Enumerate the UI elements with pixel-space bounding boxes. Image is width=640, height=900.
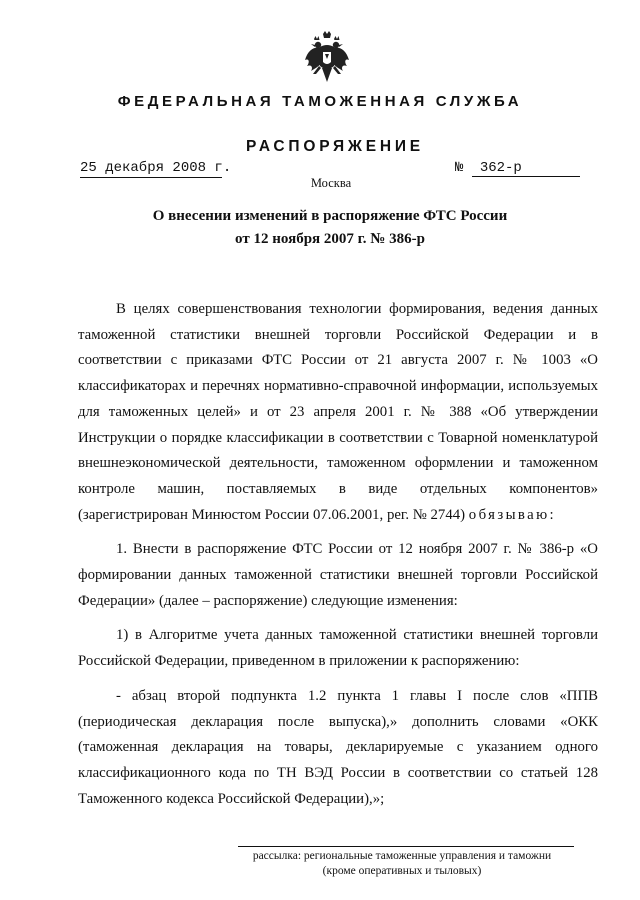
distribution-line-1: рассылка: региональные таможенные управления и таможни bbox=[252, 850, 552, 862]
document-body bbox=[78, 297, 598, 812]
agency-name: ФЕДЕРАЛЬНАЯ ТАМОЖЕННАЯ СЛУЖБА bbox=[117, 93, 523, 110]
distribution-note bbox=[234, 849, 570, 879]
number-label: № bbox=[455, 160, 464, 176]
document-date: 25 декабря 2008 г. bbox=[80, 160, 232, 176]
footer-divider bbox=[238, 846, 574, 847]
double-headed-eagle-emblem-icon bbox=[304, 30, 350, 86]
document-title bbox=[0, 205, 640, 251]
preamble-spaced-word: обязываю: bbox=[468, 506, 557, 523]
paragraph-preamble bbox=[78, 297, 598, 528]
document-number bbox=[455, 160, 595, 177]
paragraph-amendment: - абзац второй подпункта 1.2 пункта 1 главы I после слов «ППВ (периодическая декларация после выпуска),» дополнить словами «ОКК (таможенная декларация на товары, декларируемые с указанием одного классификационного кода по ТН ВЭД России в соответствии со статьей 128 Таможенного кодекса Российской Федерации),»; bbox=[78, 687, 598, 807]
paragraph-subitem-1: 1) в Алгоритме учета данных таможенной статистики внешней торговли Российской Федерации, приведенном в приложении к распоряжению: bbox=[78, 627, 598, 670]
document-type: РАСПОРЯЖЕНИЕ bbox=[246, 138, 424, 155]
city: Москва bbox=[310, 176, 352, 190]
distribution-line-2: (кроме оперативных и тыловых) bbox=[322, 865, 482, 877]
preamble-text: В целях совершенствования технологии формирования, ведения данных таможенной статистики внешней торговли Российской Федерации и в соответствии с приказами ФТС России от 21 августа 2007 г. № 1003 «О классификаторах и перечнях нормативно-справочной информации, используемых для таможенных целей» и от 23 апреля 2001 г. № 388 «Об утверждении Инструкции о порядке классификации в соответствии с Товарной номенклатурой внешнеэкономической деятельности, таможенном оформлении и таможенном контроле машин, поставляемых в виде отдельных компонентов» (зарегистрирован Минюстом России 07.06.2001, рег. № 2744) bbox=[78, 301, 598, 523]
title-line-2: от 12 ноября 2007 г. № 386-р bbox=[235, 231, 425, 247]
title-line-1: О внесении изменений в распоряжение ФТС России bbox=[152, 208, 508, 224]
paragraph-item-1: 1. Внести в распоряжение ФТС России от 12 ноября 2007 г. № 386-р «О формировании данных таможенной статистики внешней торговли Российской Федерации» (далее – распоряжение) следующие изменения: bbox=[78, 541, 598, 609]
number-value: 362-р bbox=[472, 160, 580, 177]
